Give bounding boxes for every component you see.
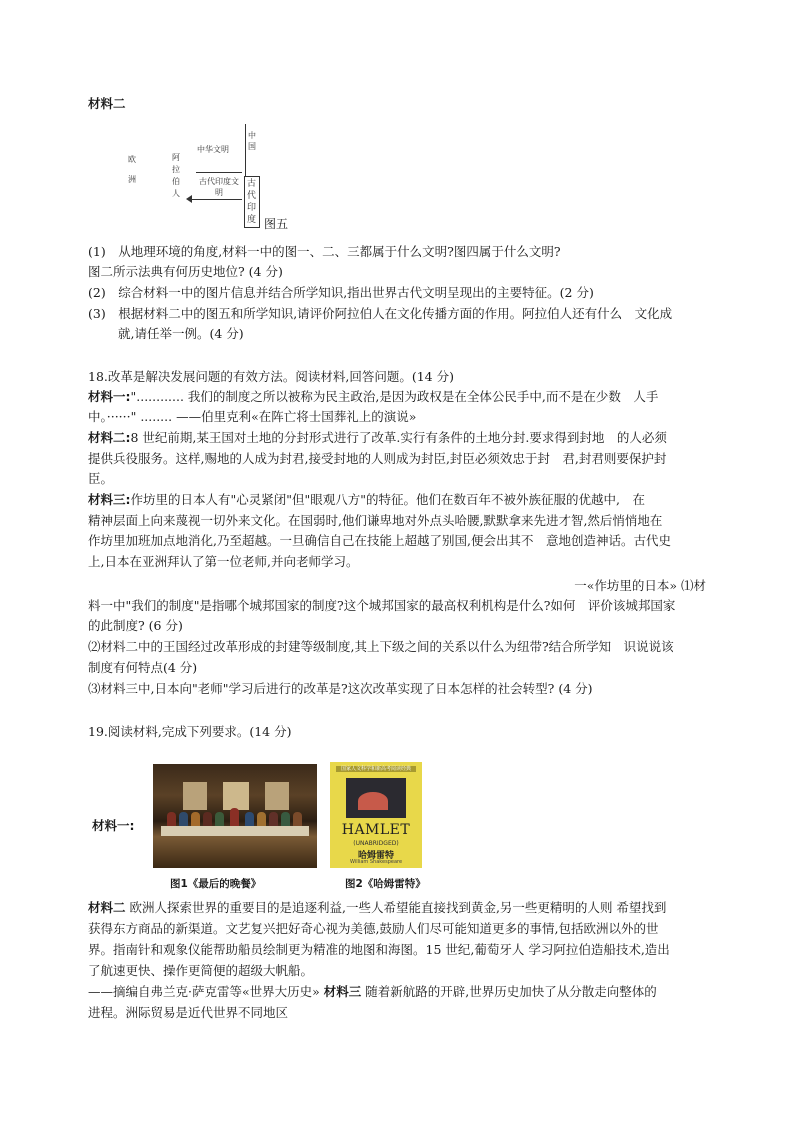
last-supper-image	[153, 764, 317, 868]
q19-title: 19.阅读材料,完成下列要求。(14 分)	[88, 724, 292, 739]
q18-title: 18.改革是解决发展问题的有效方法。阅读材料,回答问题。(14 分)	[88, 369, 454, 384]
q19-m2-label: 材料二	[88, 900, 126, 915]
q18-question-3: ⑶材料三中,日本向"老师"学习后进行的改革是?这次改革实现了日本怎样的社会转型? (4 分)	[88, 681, 593, 696]
q19-m1-label: 材料一:	[92, 818, 135, 833]
book-cn-title: 哈姆雷特	[357, 851, 394, 861]
diagram-china-label: 中国	[248, 131, 256, 151]
q18-m3-line-a	[88, 491, 645, 509]
material-2-heading: 材料二	[88, 96, 126, 111]
q18-m1-text-a: "............ 我们的制度之所以被称为民主政治,是因为政权是在全体公民手中,而不是在少数 人手	[130, 389, 659, 404]
q18-m3-label: 材料三:	[88, 492, 131, 507]
s2-question-1a: (1) 从地理环境的角度,材料一中的图一、二、三都属于什么文明?图四属于什么文明?	[88, 244, 561, 259]
diagram-europe-label: 欧洲	[128, 155, 137, 184]
q18-m2-line-b: 提供兵役服务。这样,赐地的人成为封君,接受封地的人则成为封臣,封臣必须效忠于封 君,封君则要保护封	[88, 451, 667, 466]
s2-question-2: (2) 综合材料一中的图片信息并结合所学知识,指出世界古代文明呈现出的主要特征。(2 分)	[88, 285, 594, 300]
diagram-indian-civ-label: 古代印度文明	[199, 177, 239, 197]
q18-question-2b: 制度有何特点(4 分)	[88, 660, 198, 675]
arrow-left-icon	[186, 195, 192, 203]
q19-m2-line-a	[88, 899, 666, 917]
q18-m2-label: 材料二:	[88, 430, 131, 445]
q19-m2-line-c: 界。指南针和观象仪能帮助船员绘制更为精准的地图和海图。15 世纪,葡萄牙人 学习阿拉伯造船技术,造出	[88, 942, 670, 957]
q18-question-1b: 的此制度? (6 分)	[88, 618, 183, 633]
figure-5-label: 图五	[264, 217, 289, 231]
figure-2-caption: 图2《哈姆雷特》	[345, 878, 426, 890]
book-subtitle: (UNABRIDGED)	[353, 840, 399, 847]
diagram-chinese-civ-label: 中华文明	[197, 145, 229, 154]
book-series-text: 国家人文科学和新高考阅读经典	[340, 766, 411, 772]
q18-m3-line-b: 精神层面上向来蔑视一切外来文化。在国弱时,他们谦卑地对外点头哈腰,默默拿来先进才智,然后悄悄地在	[88, 513, 663, 528]
q18-m3-line-c: 作坊里加班加点地消化,乃至超越。一旦确信自己在技能上超越了别国,便会出其不 意地创造神话。古代史	[88, 533, 671, 548]
q19-m2-text-a: 欧洲人探索世界的重要目的是追逐利益,一些人希望能直接找到黄金,另一些更精明的人则 希望找到	[125, 900, 667, 915]
q19-m2-line-d: 了航速更快、操作更简便的超级大帆船。	[88, 963, 314, 978]
q18-m3-line-d: 上,日本在亚洲拜认了第一位老师,并向老师学习。	[88, 554, 359, 569]
s2-question-3a: (3) 根据材料二中的图五和所学知识,请评价阿拉伯人在文化传播方面的作用。阿拉伯人还有什么 文化成	[88, 306, 673, 321]
q19-m2-line-b: 获得东方商品的新渠道。文艺复兴把好奇心视为美德,鼓励人们尽可能知道更多的事情,包括欧洲以外的世	[88, 921, 659, 936]
q19-m3-label: 材料三	[323, 984, 362, 999]
q18-m2-line-a	[88, 429, 667, 447]
q18-source: 一«作坊里的日本» ⑴材	[574, 578, 706, 593]
s2-question-1b: 图二所示法典有何历史地位? (4 分)	[88, 264, 283, 279]
diagram-vertical-line	[245, 124, 246, 176]
book-title: HAMLET	[341, 822, 411, 838]
q18-m3-text-a: 作坊里的日本人有"心灵紧闭"但"眼观八方"的特征。他们在数百年不被外族征服的优越中, 在	[130, 492, 645, 507]
q18-m2-line-c: 臣。	[88, 471, 114, 486]
q19-m3-text-a: 随着新航路的开辟,世界历史加快了从分散走向整体的	[361, 984, 657, 999]
diagram-arab-label: 阿拉伯人	[172, 153, 180, 198]
q19-m3-line-b: 进程。洲际贸易是近代世界不同地区	[88, 1005, 289, 1020]
book-author: William Shakespeare	[349, 859, 403, 865]
s2-question-3b: 就,请任举一例。(4 分)	[118, 326, 244, 341]
figure-1-caption: 图1《最后的晚餐》	[170, 878, 262, 890]
diagram-ancient-india-label: 古代印度	[247, 179, 257, 225]
book-cover-figure	[358, 792, 388, 810]
q18-m1-line-b: 中。······" ........ ——伯里克利«在阵亡将士国葬礼上的演说»	[88, 409, 417, 424]
q18-m1-label: 材料一:	[88, 389, 131, 404]
q18-m1-line-a	[88, 388, 658, 406]
q18-question-2a: ⑵材料二中的王国经过改革形成的封建等级制度,其上下级之间的关系以什么为纽带?结合所学知 识说说该	[88, 639, 674, 654]
q19-m2-source: ——摘编自弗兰克·萨克雷等«世界大历史»	[88, 984, 320, 999]
diagram-arrow-line	[190, 199, 242, 200]
hamlet-book-cover	[330, 762, 422, 868]
q19-m2-source-line	[88, 983, 657, 1001]
q18-m2-text-a: 8 世纪前期,某王国对土地的分封形式进行了改革.实行有条件的土地分封.要求得到封地 的人必须	[130, 430, 667, 445]
q18-question-1a: 料一中"我们的制度"是指哪个城邦国家的制度?这个城邦国家的最高权利机构是什么?如何 评价该城邦国家	[88, 598, 676, 613]
